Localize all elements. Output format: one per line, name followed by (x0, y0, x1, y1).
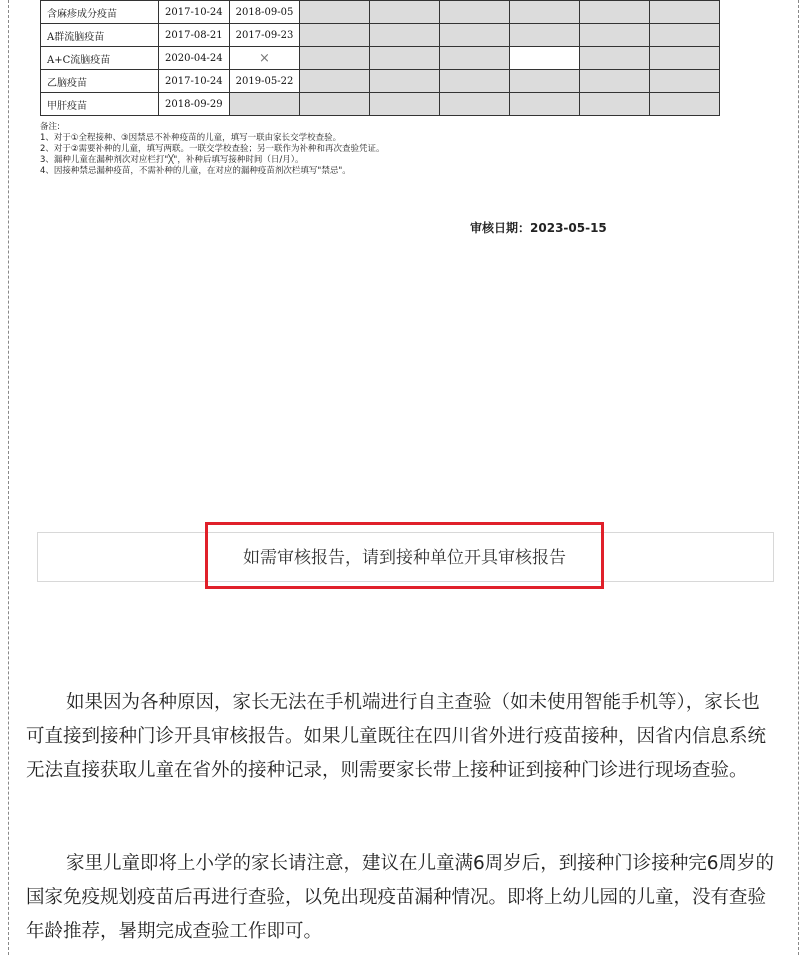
audit-date-value: 2023-05-15 (530, 221, 607, 235)
audit-date (470, 219, 607, 236)
missed-dose-mark: × (229, 47, 300, 70)
empty-cell (650, 93, 720, 116)
empty-cell (440, 1, 510, 24)
empty-cell (580, 1, 650, 24)
body-paragraph: 家里儿童即将上小学的家长请注意，建议在儿童满6周岁后，到接种门诊接种完6周岁的国家免疫规划疫苗后再进行查验，以免出现疫苗漏种情况。即将上幼儿园的儿童，没有查验年龄推荐，暑期完成查验工作即可。 (26, 853, 775, 942)
empty-cell (229, 93, 300, 116)
empty-cell (300, 24, 370, 47)
dose-date: 2017-09-23 (229, 24, 300, 47)
report-banner-text: 如需审核报告，请到接种单位开具审核报告 (243, 548, 566, 568)
table-row (41, 24, 720, 47)
note-line: 4、因接种禁忌漏种疫苗，不需补种的儿童，在对应的漏种疫苗剂次栏填写"禁忌"。 (40, 166, 351, 176)
table-row (41, 47, 720, 70)
vaccine-name: A+C流脑疫苗 (41, 47, 159, 70)
empty-cell (650, 47, 720, 70)
empty-cell (300, 1, 370, 24)
note-line: 3、漏种儿童在漏种剂次对应栏打"╳"，补种后填写接种时间（日/月）。 (40, 155, 304, 165)
empty-cell (510, 47, 580, 70)
empty-cell (370, 1, 440, 24)
dose-date: 2018-09-29 (159, 93, 230, 116)
vaccine-name: 含麻疹成分疫苗 (41, 1, 159, 24)
notes-block (40, 122, 385, 177)
dose-date: 2018-09-05 (229, 1, 300, 24)
empty-cell (440, 70, 510, 93)
dose-date: 2017-10-24 (159, 1, 230, 24)
table-row (41, 70, 720, 93)
audit-date-label: 审核日期： (470, 221, 531, 235)
dose-date: 2020-04-24 (159, 47, 230, 70)
empty-cell (510, 1, 580, 24)
empty-cell (650, 24, 720, 47)
note-line: 2、对于②需要补种的儿童，填写两联。一联交学校查验；另一联作为补种和再次查验凭证。 (40, 144, 385, 154)
vaccine-name: A群流脑疫苗 (41, 24, 159, 47)
dose-date: 2019-05-22 (229, 70, 300, 93)
vaccine-name: 乙脑疫苗 (41, 70, 159, 93)
empty-cell (580, 24, 650, 47)
empty-cell (580, 47, 650, 70)
empty-cell (370, 70, 440, 93)
dose-date: 2017-08-21 (159, 24, 230, 47)
empty-cell (300, 93, 370, 116)
empty-cell (440, 93, 510, 116)
empty-cell (370, 24, 440, 47)
empty-cell (650, 1, 720, 24)
notes-title: 备注: (40, 122, 60, 132)
empty-cell (300, 47, 370, 70)
table-row (41, 93, 720, 116)
audit-report-image (40, 0, 768, 510)
empty-cell (440, 47, 510, 70)
body-paragraph: 如果因为各种原因，家长无法在手机端进行自主查验（如未使用智能手机等），家长也可直接到接种门诊开具审核报告。如果儿童既往在四川省外进行疫苗接种，因省内信息系统无法直接获取儿童在省外的接种记录，则需要家长带上接种证到接种门诊进行现场查验。 (26, 692, 767, 781)
empty-cell (510, 93, 580, 116)
empty-cell (370, 47, 440, 70)
empty-cell (580, 70, 650, 93)
table-row (41, 1, 720, 24)
empty-cell (440, 24, 510, 47)
empty-cell (370, 93, 440, 116)
empty-cell (580, 93, 650, 116)
empty-cell (650, 70, 720, 93)
vaccine-name: 甲肝疫苗 (41, 93, 159, 116)
empty-cell (510, 70, 580, 93)
empty-cell (510, 24, 580, 47)
dose-date: 2017-10-24 (159, 70, 230, 93)
empty-cell (300, 70, 370, 93)
vaccine-table (40, 0, 720, 116)
note-line: 1、对于①全程接种、③因禁忌不补种疫苗的儿童，填写一联由家长交学校查验。 (40, 133, 342, 143)
